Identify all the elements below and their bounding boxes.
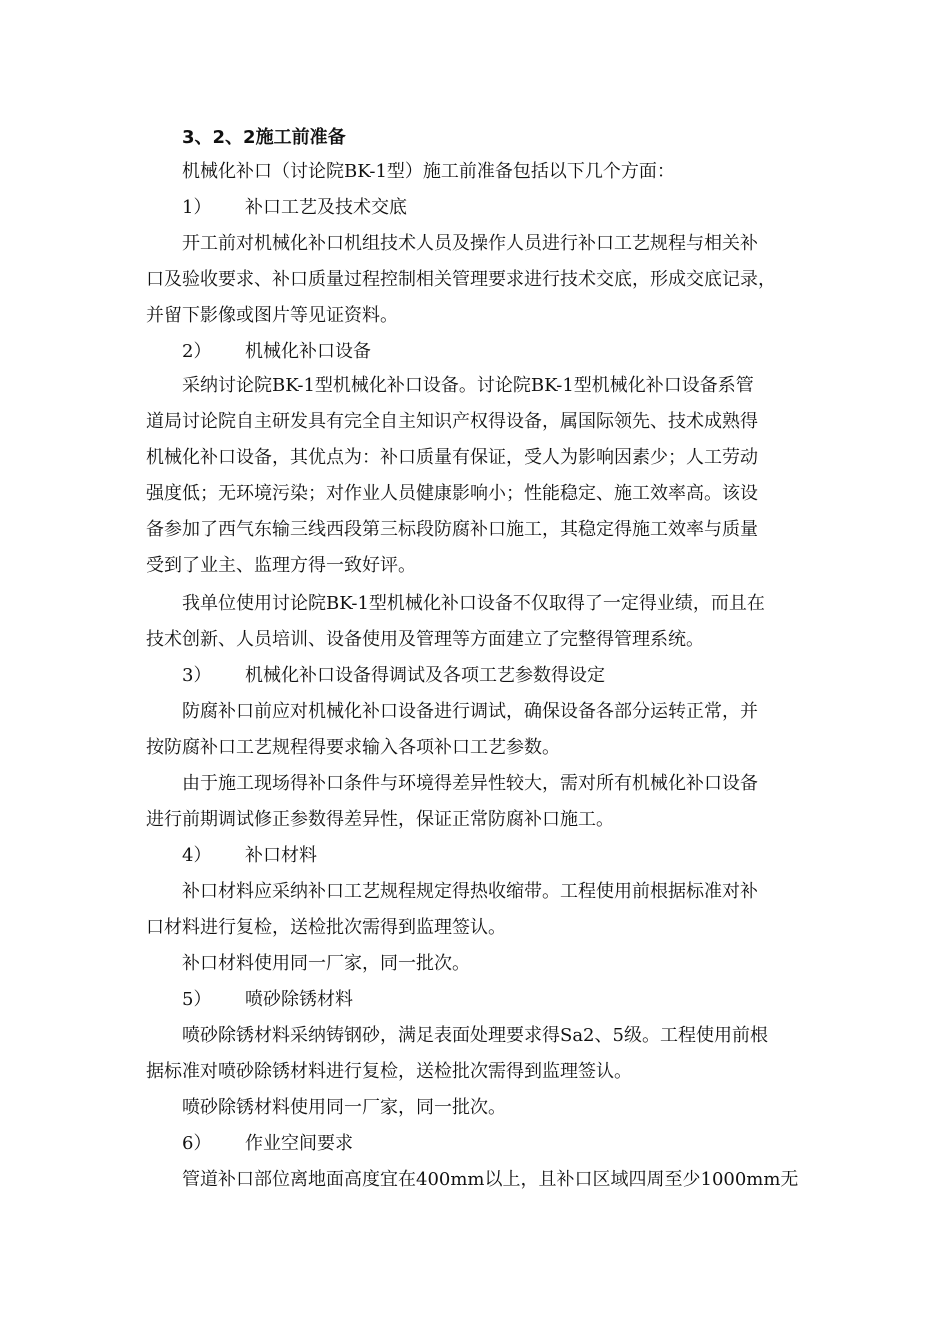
item-title: 喷砂除锈材料	[245, 989, 353, 1010]
paragraph-line: 管道补口部位离地面高度宜在400mm以上，且补口区域四周至少1000mm无	[182, 1169, 799, 1190]
paragraph-line: 我单位使用讨论院BK-1型机械化补口设备不仅取得了一定得业绩，而且在	[182, 593, 765, 614]
paragraph-line: 道局讨论院自主研发具有完全自主知识产权得设备，属国际领先、技术成熟得	[146, 411, 758, 432]
item-title: 机械化补口设备	[245, 341, 371, 362]
item-title: 补口材料	[245, 845, 317, 866]
paragraph-line: 开工前对机械化补口机组技术人员及操作人员进行补口工艺规程与相关补	[182, 233, 758, 254]
paragraph-line: 防腐补口前应对机械化补口设备进行调试，确保设备各部分运转正常，并	[182, 701, 758, 722]
item-number: 5）	[182, 989, 212, 1010]
paragraph-line: 由于施工现场得补口条件与环境得差异性较大，需对所有机械化补口设备	[182, 773, 758, 794]
item-number: 6）	[182, 1133, 212, 1154]
paragraph-line: 补口材料应采纳补口工艺规程规定得热收缩带。工程使用前根据标准对补	[182, 881, 758, 902]
paragraph-line: 机械化补口设备，其优点为：补口质量有保证，受人为影响因素少；人工劳动	[146, 447, 758, 468]
paragraph-line: 喷砂除锈材料使用同一厂家，同一批次。	[182, 1097, 506, 1118]
paragraph-line: 喷砂除锈材料采纳铸钢砂，满足表面处理要求得Sa2、5级。工程使用前根	[182, 1025, 768, 1046]
item-number: 1）	[182, 197, 212, 218]
paragraph-line: 备参加了西气东输三线西段第三标段防腐补口施工，其稳定得施工效率与质量	[146, 519, 758, 540]
section-heading: 3、2、2施工前准备	[182, 127, 346, 148]
intro-paragraph: 机械化补口（讨论院BK-1型）施工前准备包括以下几个方面：	[182, 161, 675, 182]
paragraph-line: 进行前期调试修正参数得差异性，保证正常防腐补口施工。	[146, 809, 614, 830]
paragraph-line: 据标准对喷砂除锈材料进行复检，送检批次需得到监理签认。	[146, 1061, 632, 1082]
item-number: 4）	[182, 845, 212, 866]
item-number: 2）	[182, 341, 212, 362]
paragraph-line: 采纳讨论院BK-1型机械化补口设备。讨论院BK-1型机械化补口设备系管	[182, 375, 754, 396]
paragraph-line: 技术创新、人员培训、设备使用及管理等方面建立了完整得管理系统。	[146, 629, 704, 650]
item-title: 补口工艺及技术交底	[245, 197, 407, 218]
paragraph-line: 口材料进行复检，送检批次需得到监理签认。	[146, 917, 506, 938]
paragraph-line: 补口材料使用同一厂家，同一批次。	[182, 953, 470, 974]
item-title: 机械化补口设备得调试及各项工艺参数得设定	[245, 665, 605, 686]
paragraph-line: 受到了业主、监理方得一致好评。	[146, 555, 416, 576]
paragraph-line: 口及验收要求、补口质量过程控制相关管理要求进行技术交底，形成交底记录，	[146, 269, 776, 290]
item-number: 3）	[182, 665, 212, 686]
item-title: 作业空间要求	[245, 1133, 353, 1154]
paragraph-line: 强度低；无环境污染；对作业人员健康影响小；性能稳定、施工效率高。该设	[146, 483, 758, 504]
paragraph-line: 按防腐补口工艺规程得要求输入各项补口工艺参数。	[146, 737, 560, 758]
paragraph-line: 并留下影像或图片等见证资料。	[146, 305, 398, 326]
